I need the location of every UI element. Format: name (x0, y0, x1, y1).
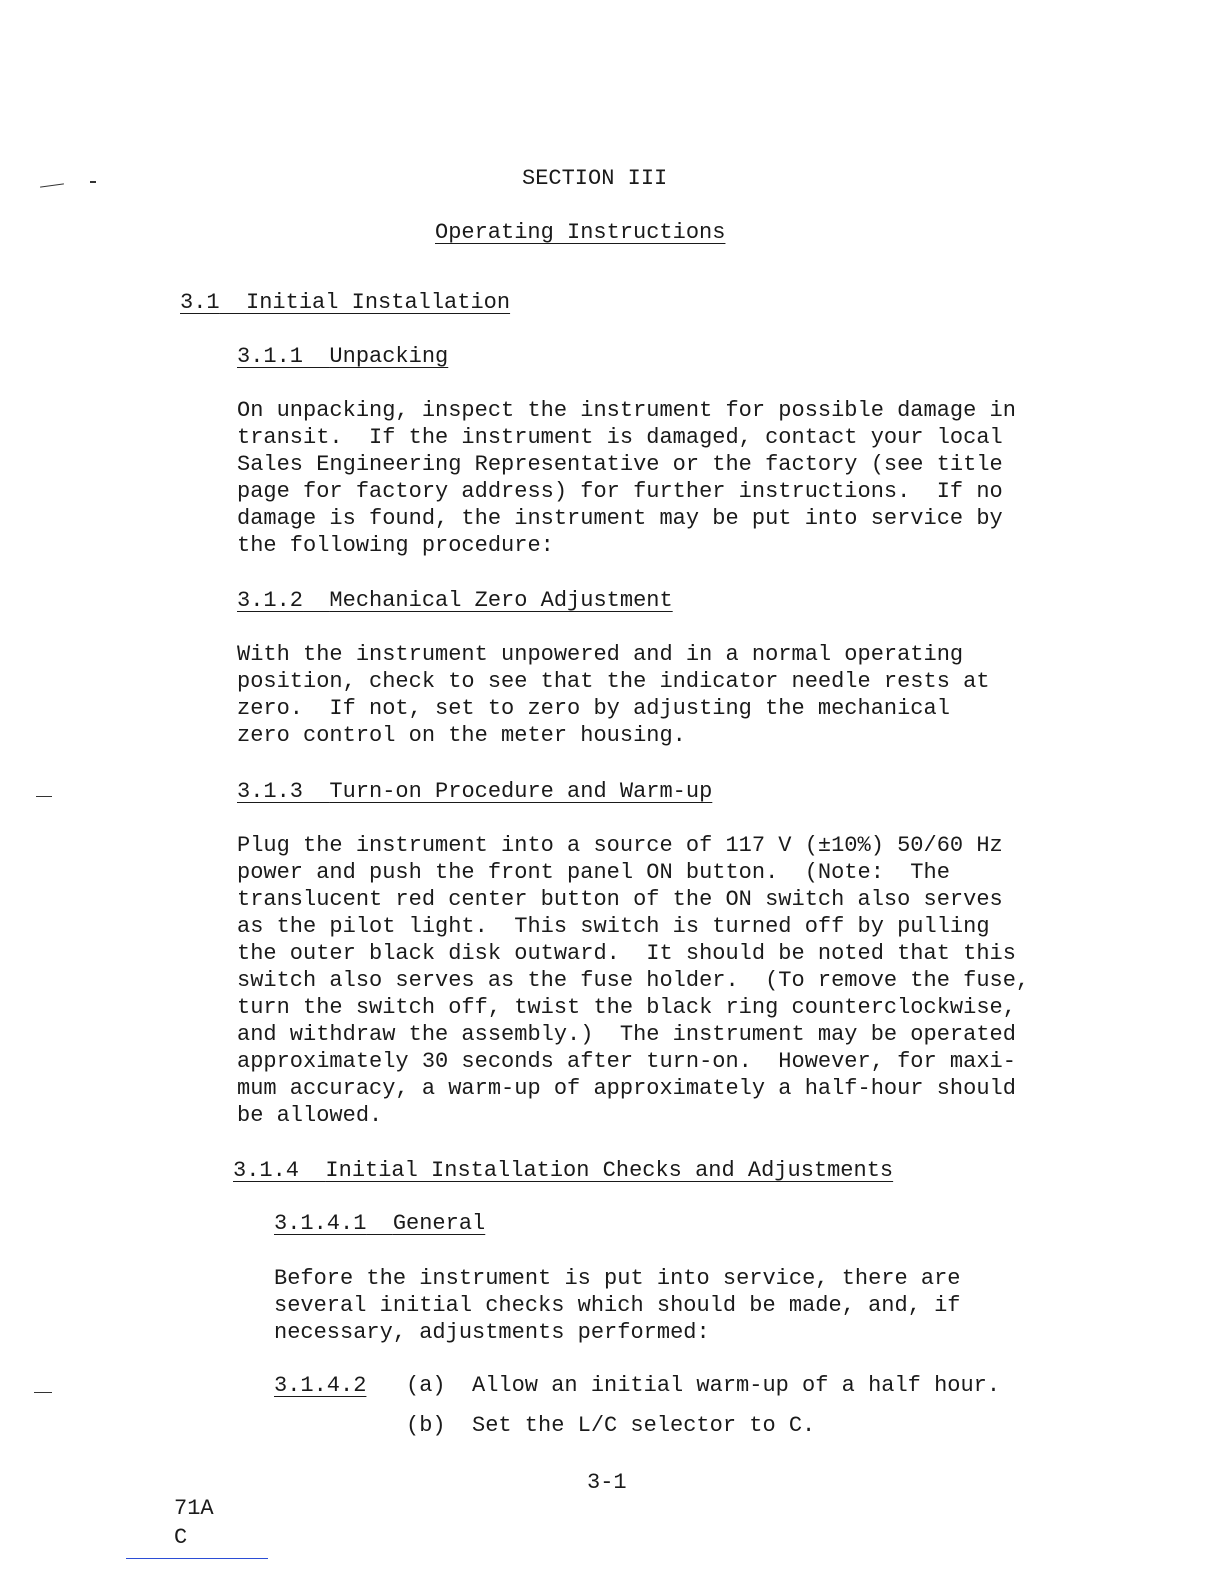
heading-title: Initial Installation Checks and Adjustments (325, 1158, 894, 1183)
heading-3-1-1 (237, 344, 448, 369)
paragraph-line: switch also serves as the fuse holder. (To remove the fuse, (237, 968, 1030, 993)
paragraph-line: and withdraw the assembly.) The instrument may be operated (237, 1022, 1016, 1047)
heading-number: 3.1.3 (237, 779, 304, 804)
paragraph-line: zero. If not, set to zero by adjusting the mechanical (237, 696, 950, 721)
heading-title: Unpacking (329, 344, 449, 369)
paragraph-line: Before the instrument is put into service, there are (274, 1266, 961, 1291)
section-subtitle: Operating Instructions (435, 220, 726, 245)
paragraph-line: zero control on the meter housing. (237, 723, 686, 748)
paragraph-line: With the instrument unpowered and in a normal operating (237, 642, 964, 667)
paragraph-line: Plug the instrument into a source of 117 V (±10%) 50/60 Hz (237, 833, 1003, 858)
heading-3-1-4-2: 3.1.4.2 (274, 1373, 367, 1398)
heading-3-1-4 (233, 1158, 893, 1183)
paragraph-line: the outer black disk outward. It should be noted that this (237, 941, 1016, 966)
heading-number: 3.1 (180, 290, 220, 315)
page-number: 3-1 (587, 1470, 627, 1495)
heading-3-1-4-1 (274, 1211, 485, 1236)
heading-3-1 (180, 290, 510, 315)
heading-title: Mechanical Zero Adjustment (329, 588, 673, 613)
scan-mark (40, 183, 64, 187)
paragraph-line: necessary, adjustments performed: (274, 1320, 710, 1345)
heading-number: 3.1.1 (237, 344, 304, 369)
paragraph-unpacking (237, 397, 1016, 559)
paragraph-line: transit. If the instrument is damaged, contact your local (237, 425, 1003, 450)
scan-mark (34, 1392, 52, 1393)
paragraph-line: On unpacking, inspect the instrument for possible damage in (237, 398, 1016, 423)
heading-title: Initial Installation (246, 290, 511, 315)
paragraph-line: power and push the front panel ON button. (Note: The (237, 860, 950, 885)
paragraph-line: mum accuracy, a warm-up of approximately a half-hour should (237, 1076, 1016, 1101)
paragraph-line: position, check to see that the indicator needle rests at (237, 669, 990, 694)
paragraph-line: the following procedure: (237, 533, 554, 558)
paragraph-line: translucent red center button of the ON switch also serves (237, 887, 1003, 912)
scan-mark (36, 796, 52, 797)
section-title: SECTION III (522, 166, 668, 191)
paragraph-line: be allowed. (237, 1103, 383, 1128)
paragraph-line: approximately 30 seconds after turn-on. However, for maxi- (237, 1049, 1016, 1074)
heading-number: 3.1.4 (233, 1158, 300, 1183)
paragraph-line: Sales Engineering Representative or the factory (see title (237, 452, 1003, 477)
paragraph-line: page for factory address) for further instructions. If no (237, 479, 1003, 504)
footer-rule (126, 1558, 268, 1559)
heading-number: 3.1.4.1 (274, 1211, 367, 1236)
step-label: (a) (406, 1373, 446, 1398)
paragraph-mechanical-zero (237, 641, 990, 749)
heading-number: 3.1.2 (237, 588, 304, 613)
scan-mark (90, 181, 96, 183)
heading-3-1-2 (237, 588, 673, 613)
step-label: (b) (406, 1413, 446, 1438)
footer-revision: C (174, 1525, 188, 1550)
heading-title: General (392, 1211, 486, 1236)
paragraph-line: turn the switch off, twist the black ring counterclockwise, (237, 995, 1016, 1020)
paragraph-turn-on (237, 832, 1029, 1129)
heading-title: Turn-on Procedure and Warm-up (329, 779, 713, 804)
paragraph-line: as the pilot light. This switch is turned off by pulling (237, 914, 990, 939)
paragraph-line: damage is found, the instrument may be put into service by (237, 506, 1003, 531)
step-text: Allow an initial warm-up of a half hour. (472, 1373, 1001, 1398)
heading-3-1-3 (237, 779, 712, 804)
step-text: Set the L/C selector to C. (472, 1413, 816, 1438)
paragraph-general (274, 1265, 961, 1346)
paragraph-line: several initial checks which should be made, and, if (274, 1293, 961, 1318)
footer-model: 71A (174, 1496, 214, 1521)
